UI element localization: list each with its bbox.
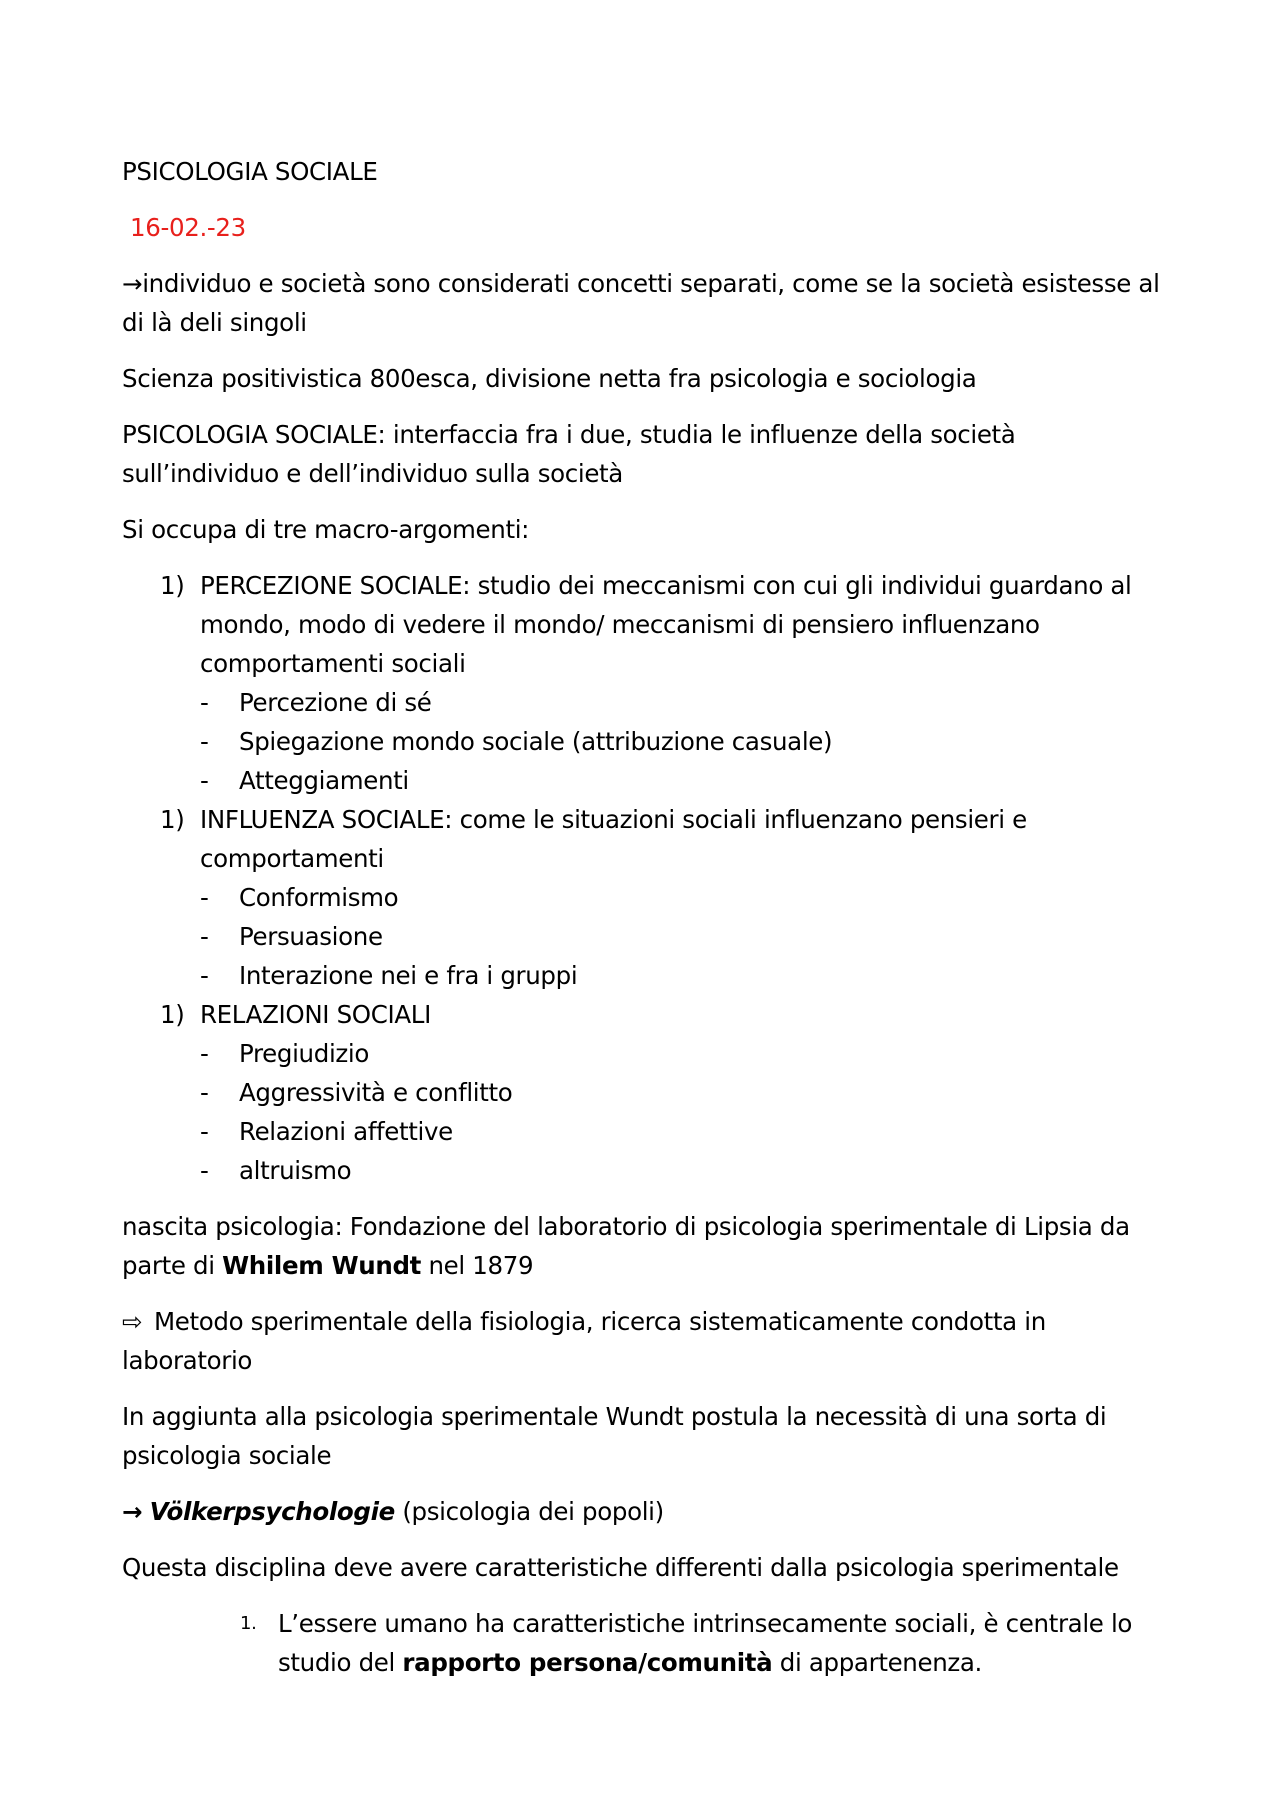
sub-item-text: Atteggiamenti [239, 766, 409, 795]
list-number: 1) [160, 805, 185, 834]
sub-item-text: Persuasione [239, 922, 383, 951]
sub-item [122, 1073, 1162, 1112]
bold-name: Whilem Wundt [222, 1251, 422, 1280]
list-item-text: RELAZIONI SOCIALI [200, 1000, 431, 1029]
paragraph-text: nel 1879 [421, 1251, 534, 1280]
sub-item [122, 1112, 1162, 1151]
paragraph-aggiunta: In aggiunta alla psicologia sperimentale Wundt postula la necessità di una sorta di psicologia sociale [122, 1402, 1107, 1470]
date-stamp: 16-02.-23 [130, 213, 246, 242]
sub-item-text: Relazioni affettive [239, 1117, 453, 1146]
list-item-text: PERCEZIONE SOCIALE: studio dei meccanismi con cui gli individui guardano al mondo, modo di vedere il mondo/ meccanismi di pensiero influenzano comportamenti sociali [200, 571, 1132, 678]
sub-item-text: Aggressività e conflitto [239, 1078, 513, 1107]
dash-bullet: - [200, 883, 209, 912]
dash-bullet: - [200, 1039, 209, 1068]
dash-bullet: - [200, 727, 209, 756]
paragraph-metodo [122, 1302, 1162, 1380]
document-page [122, 152, 1162, 1682]
paragraph-macro-argomenti: Si occupa di tre macro-argomenti: [122, 515, 530, 544]
sub-item [122, 683, 1162, 722]
dash-bullet: - [200, 1078, 209, 1107]
list-number: 1. [240, 1613, 257, 1634]
sub-item-text: Spiegazione mondo sociale (attribuzione casuale) [239, 727, 833, 756]
arrow-right-icon: → [122, 269, 143, 298]
dash-bullet: - [200, 1117, 209, 1146]
sub-item [122, 1034, 1162, 1073]
sub-item-text: altruismo [239, 1156, 352, 1185]
sub-item-text: Conformismo [239, 883, 399, 912]
paragraph-nascita-psicologia [122, 1207, 1162, 1285]
list-item-relazioni-sociali [122, 995, 1162, 1034]
list-number: 1) [160, 1000, 185, 1029]
sub-item-text: Percezione di sé [239, 688, 432, 717]
dash-bullet: - [200, 961, 209, 990]
paragraph-text: Metodo sperimentale della fisiologia, ricerca sistematicamente condotta in laboratorio [122, 1307, 1046, 1375]
sub-item [122, 1151, 1162, 1190]
paragraph-definizione: PSICOLOGIA SOCIALE: interfaccia fra i due, studia le influenze della società sull’individuo e dell’individuo sulla società [122, 420, 1016, 488]
hollow-arrow-icon: ⇨ [122, 1307, 143, 1336]
paragraph-individuo [122, 264, 1162, 342]
sub-item [122, 761, 1162, 800]
sub-item [122, 722, 1162, 761]
sub-item [122, 917, 1162, 956]
list-item-influenza-sociale [122, 800, 1162, 878]
list-item-text: L’essere umano ha caratteristiche intrinsecamente sociali, è centrale lo studio del [278, 1609, 1133, 1677]
list-item-text: INFLUENZA SOCIALE: come le situazioni sociali influenzano pensieri e comportamenti [200, 805, 1027, 873]
ordered-list-item [122, 1604, 1162, 1682]
ordered-list [122, 1604, 1162, 1682]
bold-term: rapporto persona/comunità [402, 1648, 773, 1677]
paragraph-volkerpsychologie [122, 1492, 1162, 1531]
paragraph-disciplina: Questa disciplina deve avere caratteristiche differenti dalla psicologia sperimentale [122, 1553, 1119, 1582]
paragraph-text: individuo e società sono considerati concetti separati, come se la società esistesse al di là deli singoli [122, 269, 1160, 337]
list-item-text: di appartenenza. [772, 1648, 982, 1677]
document-title: PSICOLOGIA SOCIALE [122, 157, 378, 186]
list-item-percezione-sociale [122, 566, 1162, 683]
sub-item [122, 878, 1162, 917]
dash-bullet: - [200, 1156, 209, 1185]
macro-topics-list [122, 566, 1162, 1190]
arrow-right-icon: → [122, 1497, 143, 1526]
dash-bullet: - [200, 688, 209, 717]
paragraph-text: (psicologia dei popoli) [394, 1497, 664, 1526]
paragraph-scienza: Scienza positivistica 800esca, divisione netta fra psicologia e sociologia [122, 364, 977, 393]
sub-item [122, 956, 1162, 995]
paragraph-text: nascita psicologia: Fondazione del laboratorio di psicologia sperimentale di Lipsia da parte di [122, 1212, 1130, 1280]
list-number: 1) [160, 571, 185, 600]
dash-bullet: - [200, 766, 209, 795]
sub-item-text: Interazione nei e fra i gruppi [239, 961, 578, 990]
sub-item-text: Pregiudizio [239, 1039, 370, 1068]
dash-bullet: - [200, 922, 209, 951]
bold-italic-term: Völkerpsychologie [149, 1497, 395, 1526]
